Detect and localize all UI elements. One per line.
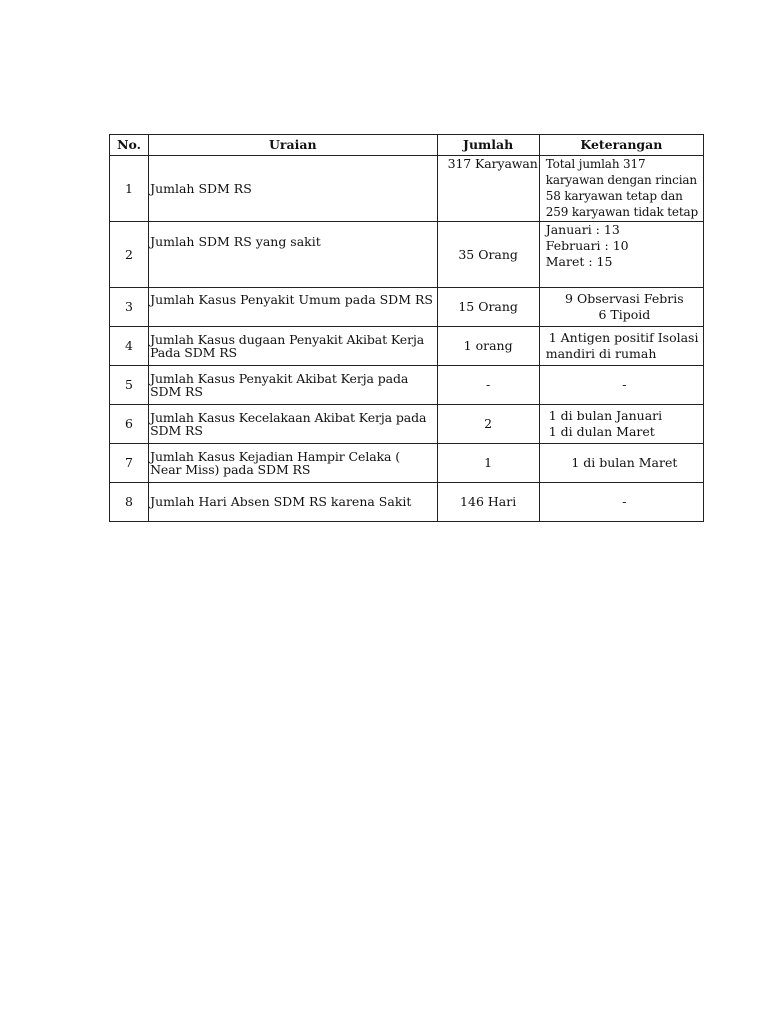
- table-row: [110, 222, 704, 288]
- uraian-line: Jumlah Kasus Penyakit Akibat Kerja pada: [150, 371, 409, 386]
- keterangan-line: Januari : 13: [545, 222, 620, 237]
- keterangan-line: 1 di dulan Maret: [548, 424, 655, 439]
- header-no: No.: [110, 135, 149, 156]
- keterangan-line: 259 karyawan tidak tetap: [545, 205, 699, 219]
- row-number: 3: [110, 288, 149, 327]
- row-uraian: Jumlah SDM RS yang sakit: [149, 222, 437, 288]
- row-uraian: Jumlah Hari Absen SDM RS karena Sakit: [149, 483, 437, 522]
- keterangan-line: Maret : 15: [545, 254, 613, 269]
- table-header-row: [110, 135, 704, 156]
- row-jumlah: 2: [437, 405, 539, 444]
- row-jumlah: -: [437, 366, 539, 405]
- keterangan-line: 58 karyawan tetap dan: [545, 189, 683, 203]
- uraian-line: Jumlah Kasus Kecelakaan Akibat Kerja pada: [150, 410, 427, 425]
- uraian-line: Jumlah Kasus Kejadian Hampir Celaka (: [150, 449, 401, 464]
- row-uraian: [149, 366, 437, 405]
- row-keterangan: [539, 156, 703, 222]
- uraian-line: Jumlah Kasus dugaan Penyakit Akibat Kerja: [150, 332, 425, 347]
- row-jumlah: 146 Hari: [437, 483, 539, 522]
- uraian-line: SDM RS: [150, 384, 203, 399]
- row-number: 1: [110, 156, 149, 222]
- keterangan-line: 9 Observasi Febris: [565, 291, 684, 306]
- row-jumlah: 1 orang: [437, 327, 539, 366]
- table-row: [110, 327, 704, 366]
- row-keterangan: 1 di bulan Maret: [539, 444, 703, 483]
- row-number: 7: [110, 444, 149, 483]
- header-keterangan: Keterangan: [539, 135, 703, 156]
- keterangan-line: 6 Tipoid: [598, 307, 651, 322]
- table-row: [110, 366, 704, 405]
- row-keterangan: -: [539, 483, 703, 522]
- row-uraian: [149, 405, 437, 444]
- table-row: [110, 483, 704, 522]
- row-number: 5: [110, 366, 149, 405]
- row-number: 6: [110, 405, 149, 444]
- keterangan-line: mandiri di rumah: [545, 346, 657, 361]
- report-table: [109, 134, 704, 522]
- row-uraian: Jumlah Kasus Penyakit Umum pada SDM RS: [149, 288, 437, 327]
- row-keterangan: [539, 405, 703, 444]
- row-keterangan: [539, 288, 703, 327]
- row-number: 2: [110, 222, 149, 288]
- row-uraian: [149, 444, 437, 483]
- keterangan-line: Total jumlah 317: [545, 157, 646, 171]
- keterangan-line: Februari : 10: [545, 238, 629, 253]
- row-uraian: Jumlah SDM RS: [149, 156, 437, 222]
- table-row: [110, 288, 704, 327]
- row-jumlah: 15 Orang: [437, 288, 539, 327]
- row-keterangan: [539, 222, 703, 288]
- table-row: [110, 156, 704, 222]
- table-row: [110, 444, 704, 483]
- uraian-line: Pada SDM RS: [150, 345, 238, 360]
- uraian-line: SDM RS: [150, 423, 203, 438]
- row-keterangan: -: [539, 366, 703, 405]
- row-uraian: [149, 327, 437, 366]
- keterangan-line: karyawan dengan rincian: [545, 173, 697, 187]
- uraian-line: Near Miss) pada SDM RS: [150, 462, 311, 477]
- row-jumlah: 35 Orang: [437, 222, 539, 288]
- header-jumlah: Jumlah: [437, 135, 539, 156]
- row-keterangan: [539, 327, 703, 366]
- keterangan-line: 1 di bulan Januari: [548, 408, 663, 423]
- table-row: [110, 405, 704, 444]
- row-number: 4: [110, 327, 149, 366]
- row-jumlah: 1: [437, 444, 539, 483]
- row-jumlah: 317 Karyawan: [437, 156, 539, 222]
- header-uraian: Uraian: [149, 135, 437, 156]
- keterangan-line: 1 Antigen positif Isolasi: [548, 330, 699, 345]
- row-number: 8: [110, 483, 149, 522]
